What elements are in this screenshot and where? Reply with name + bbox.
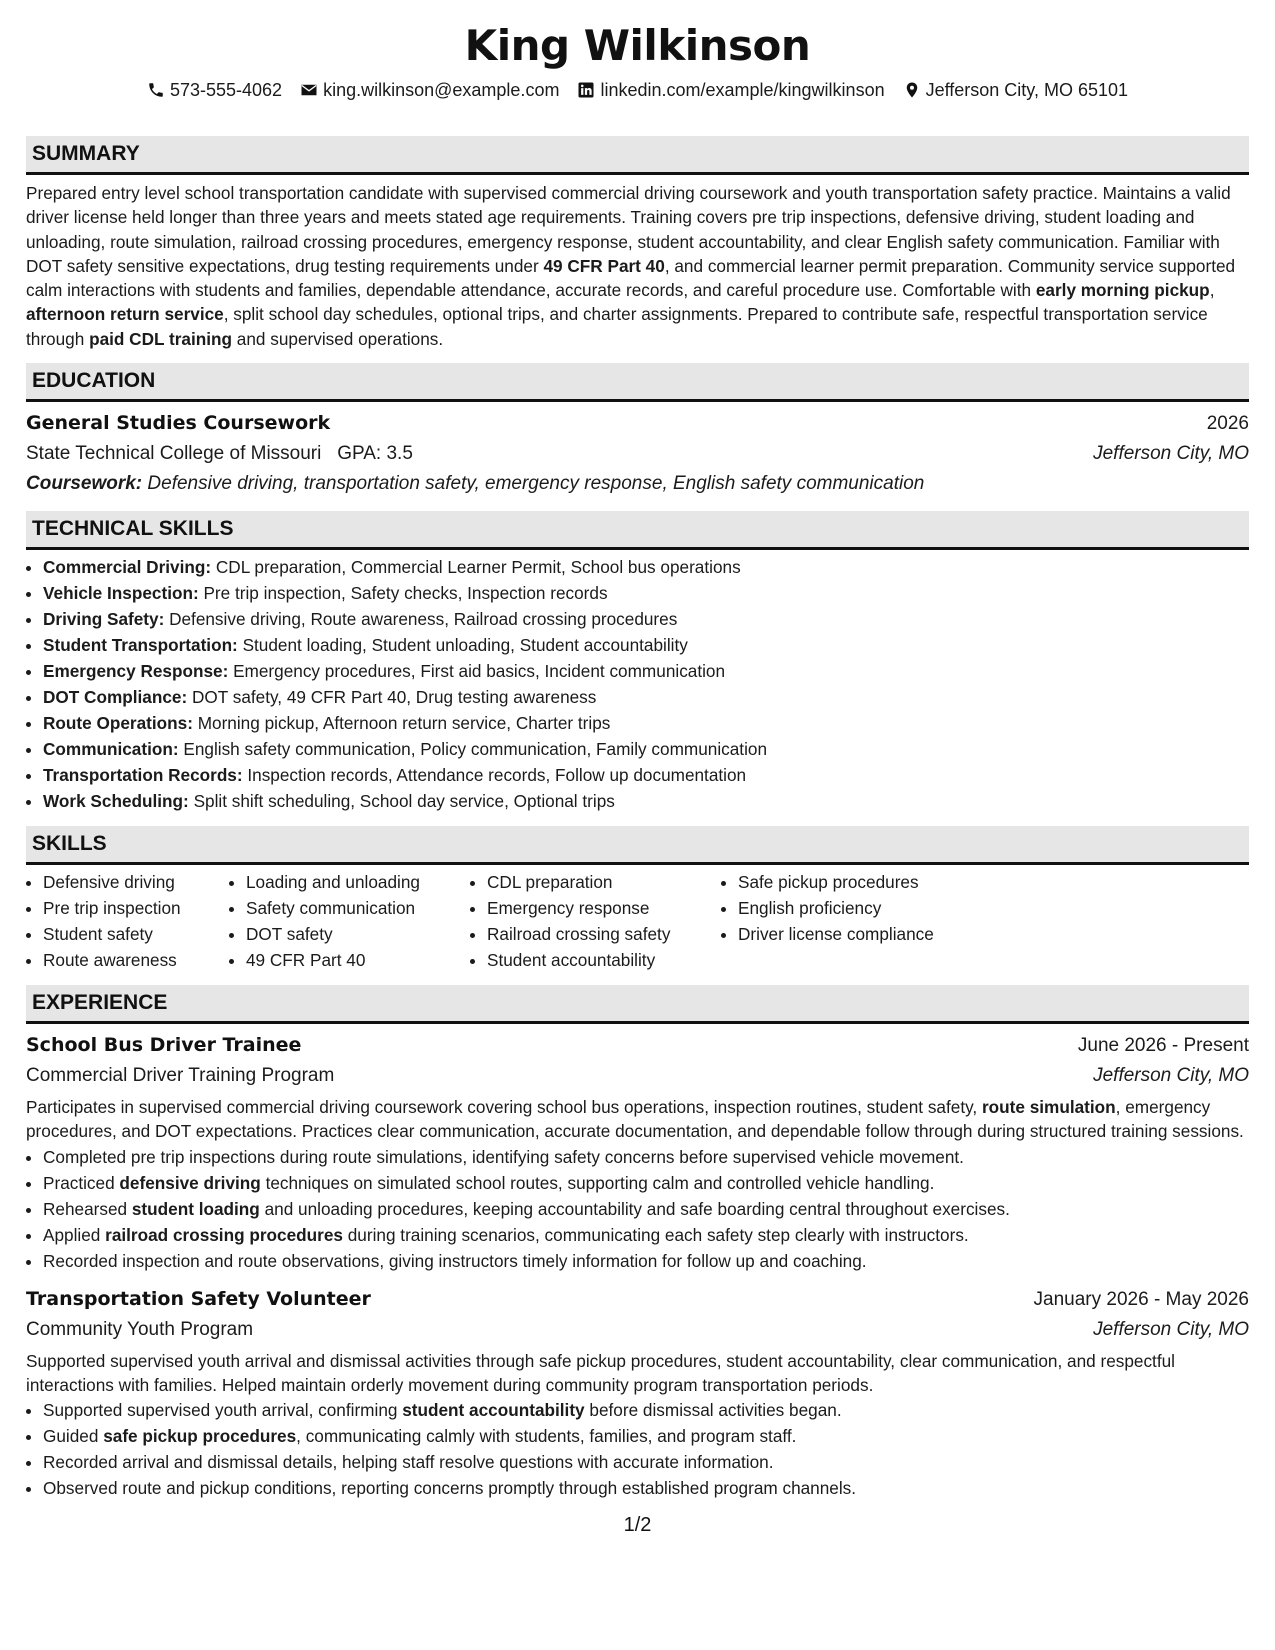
job-summary [26,1095,1249,1144]
text-run: , [1209,280,1215,301]
skill-category: Communication: [43,739,179,760]
technical-skill-item [43,788,1249,814]
resume-header [0,0,1275,102]
phone-icon [147,81,165,99]
skill-item: • Emergency response [487,895,721,921]
technical-skills-list [26,554,1249,814]
contact-phone [147,78,282,102]
linkedin-icon [577,81,595,99]
skill-category: Commercial Driving: [43,557,212,578]
skill-category: Emergency Response: [43,661,229,682]
bold-phrase: railroad crossing procedures [105,1224,343,1245]
skills-column [470,869,721,973]
resume-body [26,136,1249,1501]
bold-phrase: student loading [131,1198,260,1219]
skill-item: • DOT safety [246,921,470,947]
skill-item: • Defensive driving [43,869,229,895]
skills-grid [26,869,1249,973]
skill-values: English safety communication, Policy communication, Family communication [178,739,768,760]
text-run: before dismissal activities began. [584,1400,842,1421]
bold-phrase: 49 CFR Part 40 [543,255,665,276]
job-bullet [43,1196,1249,1222]
skill-item: • Safety communication [246,895,470,921]
skill-category: DOT Compliance: [43,687,188,708]
bold-phrase: student accountability [402,1400,585,1421]
skill-item: • Pre trip inspection [43,895,229,921]
skill-category: Driving Safety: [43,609,165,630]
text-run: Applied [43,1224,106,1245]
contact-line [0,78,1275,102]
job-dates: January 2026 - May 2026 [1033,1288,1249,1310]
skill-item: • CDL preparation [487,869,721,895]
technical-skills-title: TECHNICAL SKILLS [32,517,234,541]
bold-phrase: route simulation [981,1097,1116,1118]
job-bullet [43,1423,1249,1449]
experience-title: EXPERIENCE [32,991,168,1015]
text-run: during training scenarios, communicating each safety step clearly with instructors. [342,1224,969,1245]
contact-location [903,78,1128,102]
text-run: Observed route and pickup conditions, reporting concerns promptly through established program channels. [43,1478,857,1499]
skills-column [721,869,988,973]
school-location: Jefferson City, MO [1093,443,1249,465]
technical-skill-item [43,736,1249,762]
skill-category: Route Operations: [43,713,193,734]
education-heading [26,363,1249,402]
text-run: , split school day schedules, optional trips, and charter assignments. Prepared to contribute safe, respectful transportation service through [26,304,1208,349]
text-run: , communicating calmly with students, families, and program staff. [296,1426,797,1447]
job-location: Jefferson City, MO [1093,1318,1249,1340]
text-run: and supervised operations. [232,328,444,349]
job-bullets [26,1144,1249,1274]
skill-values: Student loading, Student unloading, Student accountability [237,635,688,656]
text-run: , emergency procedures, and DOT expectations. Practices clear communication, accurate documentation, and dependable follow through during structured training sessions. [26,1097,1244,1142]
skill-item: • Driver license compliance [738,921,988,947]
skill-values: Inspection records, Attendance records, Follow up documentation [242,765,747,786]
text-run: techniques on simulated school routes, supporting calm and controlled vehicle handling. [260,1172,935,1193]
skills-title: SKILLS [32,832,107,856]
skill-item: • Loading and unloading [246,869,470,895]
summary-title: SUMMARY [32,142,140,165]
skill-category: Work Scheduling: [43,791,189,812]
technical-skill-item [43,658,1249,684]
envelope-icon [300,81,318,99]
text-run: Rehearsed [43,1198,132,1219]
summary-paragraph [26,181,1249,351]
skill-item: • Railroad crossing safety [487,921,721,947]
contact-email[interactable] [300,78,559,102]
experience-list [26,1030,1249,1501]
skills-column [229,869,470,973]
school-line [26,439,413,469]
skill-category: Student Transportation: [43,635,238,656]
skill-values: CDL preparation, Commercial Learner Permit, School bus operations [211,557,741,578]
phone-text: 573-555-4062 [169,80,283,100]
skills-column [26,869,229,973]
technical-skill-item [43,580,1249,606]
text-run: Recorded arrival and dismissal details, helping staff resolve questions with accurate information. [43,1452,774,1473]
text-run: , and commercial learner permit preparation. Community service supported calm interactions with students and families, dependable attendance, accurate records, and careful procedure use. Comfortable with [26,255,1236,301]
skill-values: Morning pickup, Afternoon return service, Charter trips [192,713,611,734]
skills-heading [26,826,1249,865]
linkedin-link[interactable]: linkedin.com/example/kingwilkinson [600,80,885,100]
text-run: Practiced [43,1172,120,1193]
summary-heading [26,136,1249,175]
bold-phrase: early morning pickup [1035,280,1210,301]
text-run: Recorded inspection and route observations, giving instructors timely information for follow up and coaching. [43,1250,867,1271]
skill-item: • Safe pickup procedures [738,869,988,895]
skill-item: • 49 CFR Part 40 [246,947,470,973]
text-run: Supported supervised youth arrival and dismissal activities through safe pickup procedures, student accountability, clear communication, and respectful interactions with families. Helped maintain orderly movement during community program transportation periods. [26,1350,1175,1395]
job-bullet [43,1475,1249,1501]
job-title: School Bus Driver Trainee [26,1034,302,1057]
skill-values: DOT safety, 49 CFR Part 40, Drug testing awareness [187,687,597,708]
education-entry [26,408,1249,499]
technical-skill-item [43,684,1249,710]
skill-item: • Student accountability [487,947,721,973]
job-title: Transportation Safety Volunteer [26,1287,371,1310]
email-link[interactable]: king.wilkinson@example.com [323,80,560,100]
technical-skills-heading [26,511,1249,550]
experience-entry [26,1030,1249,1274]
education-title: EDUCATION [32,369,156,393]
gpa: GPA: 3.5 [337,443,413,465]
location-text: Jefferson City, MO 65101 [925,80,1129,100]
job-bullet [43,1144,1249,1170]
job-bullets [26,1397,1249,1501]
job-organization: Community Youth Program [26,1318,254,1340]
contact-linkedin[interactable] [577,78,884,102]
bold-phrase: defensive driving [119,1172,261,1193]
experience-entry [26,1284,1249,1502]
job-bullet [43,1222,1249,1248]
page-number: 1/2 [623,1514,652,1536]
technical-skill-item [43,632,1249,658]
bold-phrase: safe pickup procedures [103,1426,297,1447]
skill-values: Pre trip inspection, Safety checks, Inspection records [198,583,608,604]
technical-skill-item [43,606,1249,632]
degree-name: General Studies Coursework [26,412,331,435]
skill-item: • English proficiency [738,895,988,921]
job-bullet [43,1248,1249,1274]
technical-skill-item [43,710,1249,736]
job-organization: Commercial Driver Training Program [26,1065,335,1087]
text-run: Supported supervised youth arrival, confirming [43,1400,403,1421]
text-run: and unloading procedures, keeping accountability and safe boarding central throughout exercises. [259,1198,1010,1219]
skill-category: Vehicle Inspection: [43,583,199,604]
skill-values: Split shift scheduling, School day service, Optional trips [188,791,615,812]
skill-category: Transportation Records: [43,765,243,786]
bold-phrase: afternoon return service [26,304,224,325]
job-bullet [43,1170,1249,1196]
technical-skill-item [43,554,1249,580]
technical-skill-item [43,762,1249,788]
skill-values: Defensive driving, Route awareness, Railroad crossing procedures [164,609,678,630]
candidate-name: King Wilkinson [464,21,811,70]
map-pin-icon [903,81,921,99]
job-dates: June 2026 - Present [1077,1035,1249,1057]
job-location: Jefferson City, MO [1093,1065,1249,1087]
text-run: Completed pre trip inspections during route simulations, identifying safety concerns before supervised vehicle movement. [43,1146,964,1167]
coursework-text: Defensive driving, transportation safety, emergency response, English safety communication [147,473,925,495]
skill-item: • Route awareness [43,947,229,973]
coursework-line [26,469,1249,499]
text-run: Prepared entry level school transportation candidate with supervised commercial driving coursework and youth transportation safety practice. Maintains a valid driver license held longer than three years and meets stated age requirements. Training covers pre trip inspections, defensive driving, student loading and unloading, route simulation, railroad crossing procedures, emergency response, student accountability, and clear English safety communication. Familiar with DOT safety sensitive expectations, drug testing requirements under [26,183,1231,276]
coursework-label: Coursework: [26,473,143,495]
skill-values: Emergency procedures, First aid basics, Incident communication [228,661,726,682]
job-bullet [43,1397,1249,1423]
graduation-year: 2026 [1206,413,1249,435]
skill-item: • Student safety [43,921,229,947]
text-run: Participates in supervised commercial driving coursework covering school bus operations, inspection routines, student safety, [26,1097,982,1118]
experience-heading [26,985,1249,1024]
text-run: Guided [43,1426,104,1447]
school-name: State Technical College of Missouri [26,443,322,465]
job-bullet [43,1449,1249,1475]
bold-phrase: paid CDL training [89,328,232,349]
job-summary [26,1349,1249,1398]
